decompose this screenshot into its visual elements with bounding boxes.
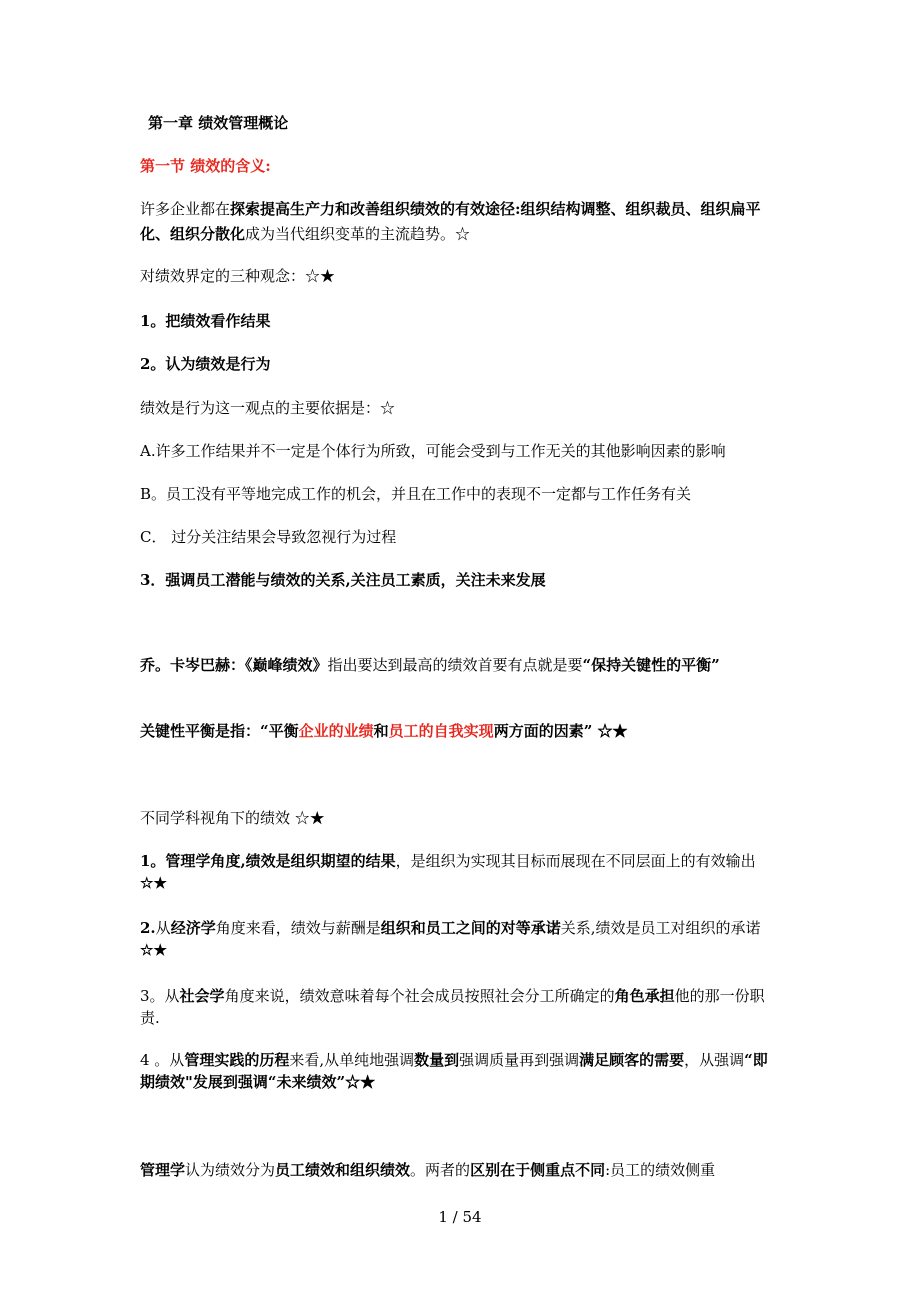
text-run: :员工的绩效侧重 bbox=[605, 1161, 716, 1179]
text-run: 从 bbox=[155, 919, 171, 937]
text-run: 成为当代组织变革的主流趋势。☆ bbox=[245, 225, 471, 243]
text-run: 许多企业都在 bbox=[140, 200, 231, 218]
balance-definition bbox=[140, 720, 780, 742]
basis-b: B。员工没有平等地完成工作的机会，并且在工作中的表现不一定都与工作任务有关 bbox=[140, 485, 692, 503]
text-run: 认为绩效分为 bbox=[185, 1161, 276, 1179]
paragraph-management bbox=[140, 1159, 780, 1181]
paragraph-intro bbox=[140, 197, 780, 247]
text-run-bold: 乔。卡岑巴赫：《巅峰绩效》 bbox=[140, 656, 328, 674]
stars: ☆★ bbox=[140, 874, 167, 892]
text-run: ，从强调 bbox=[684, 1051, 745, 1069]
text-run: 4 。从 bbox=[140, 1051, 185, 1069]
text-run-bold: 和 bbox=[373, 722, 389, 740]
text-run: 角度来看，绩效与薪酬是 bbox=[215, 919, 381, 937]
text-run-bold: 员工绩效和组织绩效 bbox=[275, 1161, 411, 1179]
text-run: 来看,从单纯地强调 bbox=[289, 1051, 415, 1069]
text-run: 角度来说，绩效意味着每个社会成员按照社会分工所确定的 bbox=[224, 987, 615, 1005]
text-run: 3。从 bbox=[140, 987, 180, 1005]
text-run-bold: 关键性平衡是指：“平衡 bbox=[140, 722, 299, 740]
concept-2: 2。认为绩效是行为 bbox=[140, 355, 271, 373]
text-run-bold: 经济学 bbox=[170, 919, 216, 937]
stars: ☆★ bbox=[140, 941, 167, 959]
discipline-1 bbox=[140, 850, 780, 894]
text-run-bold: 两方面的因素” ☆★ bbox=[493, 722, 628, 740]
page-number: 1 / 54 bbox=[438, 1208, 482, 1226]
text-run: 强调质量再到强调 bbox=[459, 1051, 580, 1069]
text-run: 。两者的 bbox=[410, 1161, 471, 1179]
text-run-bold: 组织和员工之间的对等承诺 bbox=[380, 919, 561, 937]
text-run: 指出要达到最高的绩效首要有点就是要 bbox=[327, 656, 583, 674]
text-run-bold: 探索提高生产力和改善组织绩效的有效途径:组织结构调整、组织裁员、组织扁平化、组织分散化 bbox=[140, 200, 761, 243]
discipline-4 bbox=[140, 1049, 780, 1093]
text-run: 他的那一份职责. bbox=[140, 987, 765, 1027]
section-title: 第一节 绩效的含义: bbox=[140, 157, 271, 175]
highlight-red: 企业的业绩 bbox=[298, 722, 374, 740]
basis-intro: 绩效是行为这一观点的主要依据是：☆ bbox=[140, 399, 396, 417]
text-run-bold: 社会学 bbox=[179, 987, 225, 1005]
disciplines-title: 不同学科视角下的绩效 ☆★ bbox=[140, 809, 325, 827]
text-run: ，是组织为实现其目标而展现在不同层面上的有效输出 bbox=[395, 852, 756, 870]
text-run-bold: 区别在于侧重点不同 bbox=[470, 1161, 606, 1179]
text-run-bold: 1。管理学角度,绩效是组织期望的结果 bbox=[140, 852, 396, 870]
highlight-red: 员工的自我实现 bbox=[388, 722, 494, 740]
text-run-bold: 管理学 bbox=[140, 1161, 186, 1179]
discipline-2 bbox=[140, 917, 780, 961]
text-run-bold: 2. bbox=[140, 919, 156, 937]
discipline-3 bbox=[140, 985, 780, 1029]
quote-paragraph bbox=[140, 654, 780, 676]
text-run-bold: 满足顾客的需要 bbox=[579, 1051, 685, 1069]
concept-1: 1。把绩效看作结果 bbox=[140, 312, 271, 330]
text-run-bold: “即期绩效"发展到强调“未来绩效”☆★ bbox=[140, 1051, 768, 1091]
text-run-bold: 数量到 bbox=[414, 1051, 460, 1069]
text-run-bold: “保持关键性的平衡” bbox=[582, 656, 720, 674]
basis-c: C． 过分关注结果会导致忽视行为过程 bbox=[140, 528, 397, 546]
text-run-bold: 角色承担 bbox=[614, 987, 675, 1005]
concepts-title: 对绩效界定的三种观念：☆★ bbox=[140, 267, 336, 285]
chapter-title: 第一章 绩效管理概论 bbox=[148, 114, 289, 132]
concept-3: 3．强调员工潜能与绩效的关系,关注员工素质，关注未来发展 bbox=[140, 571, 546, 589]
basis-a: A.许多工作结果并不一定是个体行为所致，可能会受到与工作无关的其他影响因素的影响 bbox=[140, 442, 726, 460]
text-run-bold: 管理实践的历程 bbox=[184, 1051, 290, 1069]
text-run: 关系,绩效是员工对组织的承诺 bbox=[560, 919, 761, 937]
